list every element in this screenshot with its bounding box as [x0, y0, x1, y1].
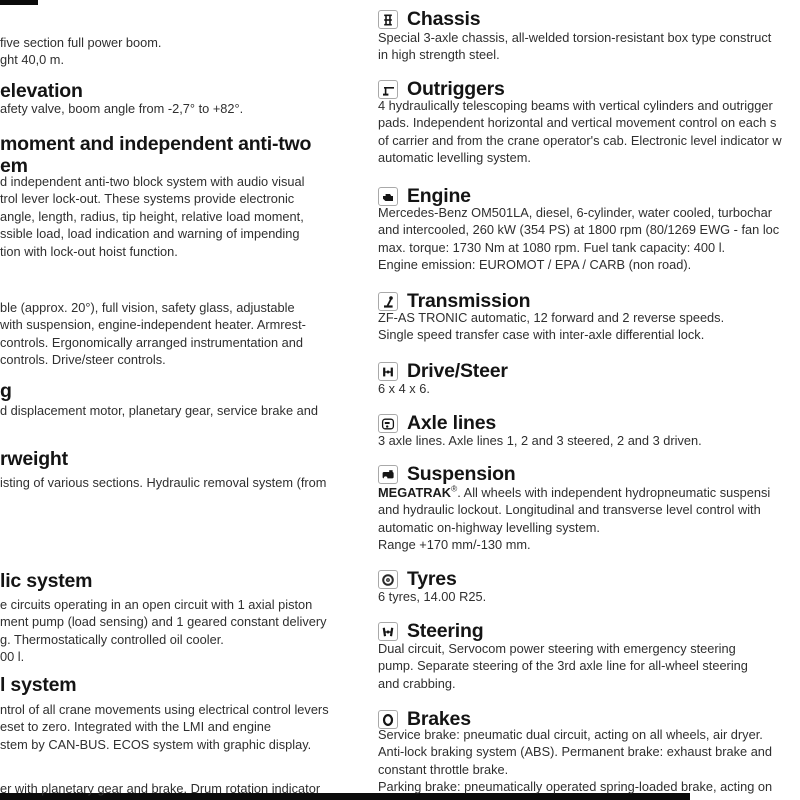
- text-line: [378, 484, 800, 501]
- text-line: ght 40,0 m.: [0, 52, 65, 68]
- text-line: tion with lock-out hoist function.: [0, 243, 178, 259]
- text-line: 6 tyres, 14.00 R25.: [378, 589, 487, 604]
- text-line: Mercedes-Benz OM501LA, diesel, 6-cylinder, water cooled, turbochar: [378, 205, 773, 220]
- text-line: stem by CAN-BUS. ECOS system with graphic display.: [0, 736, 312, 752]
- cab-paragraph: [0, 299, 372, 369]
- heading-hydraulic-system: lic system: [0, 570, 93, 592]
- text-line: ment pump (load sensing) and 1 geared constant delivery: [0, 614, 327, 630]
- text-line: d displacement motor, planetary gear, service brake and: [0, 403, 318, 418]
- text-line: constant throttle brake.: [378, 761, 509, 777]
- section-title: Axle lines: [407, 412, 497, 434]
- outriggers-paragraph: [378, 97, 800, 167]
- slewing-paragraph: [0, 402, 372, 419]
- text-line: ntrol of all crane movements using electrical control levers: [0, 702, 329, 717]
- elevation-paragraph: [0, 100, 372, 117]
- section-title: Chassis: [407, 8, 481, 30]
- text-line: of carrier and from the crane operator's cab. Electronic level indicator w: [378, 132, 782, 148]
- text-line: d independent anti-two block system with audio visual: [0, 174, 305, 189]
- drive-steer-icon: [378, 362, 398, 381]
- text-fragment: . All wheels with independent hydropneumatic suspensi: [457, 485, 771, 500]
- megatrak-brand: MEGATRAK: [378, 485, 451, 500]
- chassis-icon: [378, 10, 398, 29]
- brakes-paragraph: [378, 726, 800, 796]
- tyres-icon: [378, 570, 398, 589]
- text-line: ZF-AS TRONIC automatic, 12 forward and 2 reverse speeds.: [378, 310, 725, 325]
- text-line: controls. Drive/steer controls.: [0, 352, 166, 368]
- text-line: pump. Separate steering of the 3rd axle line for all-wheel steering: [378, 658, 748, 674]
- counterweight-paragraph: [0, 474, 372, 491]
- section-title: Transmission: [407, 290, 531, 312]
- heading-anti-two-block: [0, 134, 372, 177]
- text-line: Dual circuit, Servocom power steering with emergency steering: [378, 641, 736, 656]
- text-line: 6 x 4 x 6.: [378, 381, 430, 396]
- text-line: controls. Ergonomically arranged instrumentation and: [0, 334, 304, 350]
- text-line: ble (approx. 20°), full vision, safety glass, adjustable: [0, 300, 295, 315]
- section-title: Drive/Steer: [407, 360, 508, 382]
- suspension-paragraph: [378, 484, 800, 554]
- text-line: er with planetary gear and brake. Drum rotation indicator: [0, 781, 321, 796]
- text-line: five section full power boom.: [0, 35, 162, 50]
- section-title: Tyres: [407, 568, 457, 590]
- right-column: [378, 0, 800, 800]
- text-line: pads. Independent horizontal and vertical movement control on each s: [378, 115, 777, 131]
- section-title: Engine: [407, 185, 471, 207]
- section-suspension-heading: [378, 464, 800, 486]
- text-line: ssible load, load indication and warning of impending: [0, 226, 300, 242]
- heading-line: moment and independent anti-two: [0, 133, 312, 155]
- boom-paragraph: [0, 34, 372, 69]
- text-line: Single speed transfer case with inter-axle differential lock.: [378, 327, 705, 343]
- section-title: Suspension: [407, 463, 516, 485]
- axle-lines-icon: [378, 414, 398, 433]
- text-line: afety valve, boom angle from -2,7° to +82°.: [0, 101, 244, 116]
- text-line: and intercooled, 260 kW (354 PS) at 1800 rpm (80/1269 EWG - fan loc: [378, 222, 780, 238]
- heading-elevation: elevation: [0, 80, 83, 102]
- text-line: in high strength steel.: [378, 47, 500, 63]
- anti-two-block-paragraph: [0, 173, 372, 260]
- text-line: Engine emission: EUROMOT / EPA / CARB (non road).: [378, 257, 692, 273]
- text-line: Parking brake: pneumatically operated spring-loaded brake, acting on: [378, 779, 773, 795]
- engine-paragraph: [378, 204, 800, 274]
- heading-slewing: g: [0, 380, 12, 402]
- section-title: Steering: [407, 620, 484, 642]
- section-title: Outriggers: [407, 78, 505, 100]
- text-line: angle, length, radius, tip height, relative load moment,: [0, 208, 304, 224]
- control-paragraph: [0, 701, 372, 753]
- text-line: eset to zero. Integrated with the LMI and engine: [0, 719, 272, 735]
- section-chassis-heading: [378, 9, 800, 31]
- left-column: [0, 0, 372, 800]
- heading-counterweight: rweight: [0, 448, 68, 470]
- text-line: 3 axle lines. Axle lines 1, 2 and 3 steered, 2 and 3 driven.: [378, 433, 702, 448]
- chassis-paragraph: [378, 29, 800, 64]
- axle-lines-paragraph: [378, 432, 800, 449]
- section-title: Brakes: [407, 708, 471, 730]
- text-line: isting of various sections. Hydraulic removal system (from: [0, 475, 327, 490]
- text-line: automatic levelling system.: [378, 150, 531, 166]
- heading-control-system: l system: [0, 674, 77, 696]
- text-line: automatic on-highway levelling system.: [378, 519, 600, 535]
- drive-steer-paragraph: [378, 380, 800, 397]
- text-line: Service brake: pneumatic dual circuit, acting on all wheels, air dryer.: [378, 727, 763, 742]
- text-line: g. Thermostatically controlled oil cooler.: [0, 631, 224, 647]
- text-line: 00 l.: [0, 649, 25, 665]
- tyres-paragraph: [378, 588, 800, 605]
- hoist-paragraph: [0, 780, 372, 797]
- steering-paragraph: [378, 640, 800, 692]
- registered-mark: ®: [450, 483, 458, 494]
- text-line: Range +170 mm/-130 mm.: [378, 537, 531, 553]
- suspension-icon: [378, 465, 398, 484]
- text-line: trol lever lock-out. These systems provide electronic: [0, 191, 295, 207]
- text-line: 4 hydraulically telescoping beams with vertical cylinders and outrigger: [378, 98, 773, 113]
- text-line: max. torque: 1730 Nm at 1080 rpm. Fuel tank capacity: 400 l.: [378, 239, 726, 255]
- text-line: and hydraulic lockout. Longitudinal and transverse level control with: [378, 502, 761, 518]
- text-line: and crabbing.: [378, 675, 456, 691]
- transmission-paragraph: [378, 309, 800, 344]
- text-line: Anti-lock braking system (ABS). Permanent brake: exhaust brake and: [378, 744, 773, 760]
- text-line: e circuits operating in an open circuit with 1 axial piston: [0, 597, 313, 612]
- heading-line: em: [0, 154, 28, 177]
- text-line: Special 3-axle chassis, all-welded torsion-resistant box type construct: [378, 30, 772, 45]
- hydraulic-paragraph: [0, 596, 372, 666]
- text-line: with suspension, engine-independent heater. Armrest-: [0, 317, 306, 333]
- steering-icon: [378, 622, 398, 641]
